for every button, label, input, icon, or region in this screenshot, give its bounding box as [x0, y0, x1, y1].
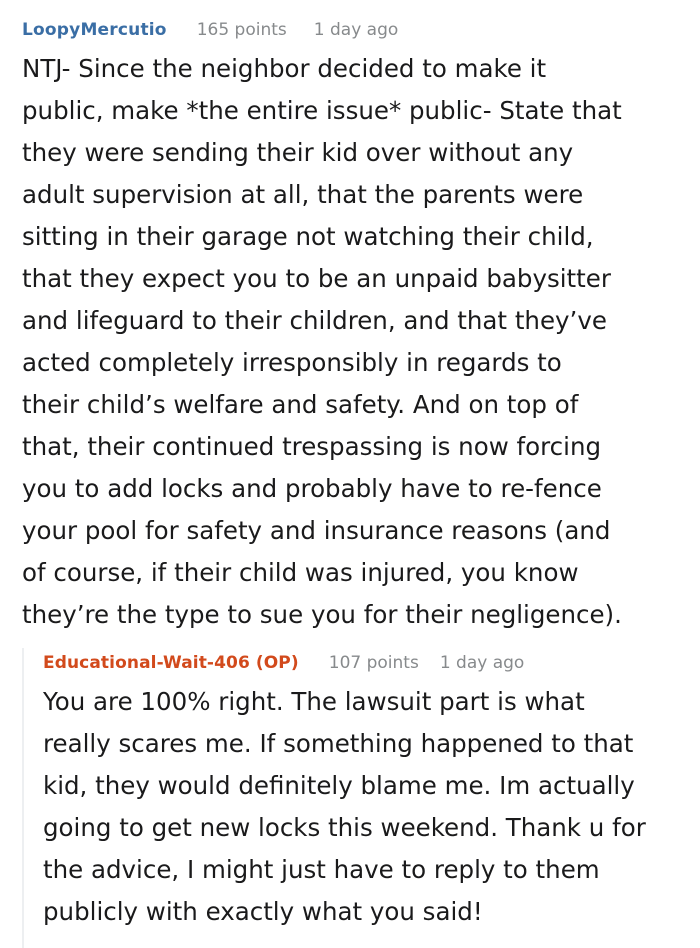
reply-body: You are 100% right. The lawsuit part is what really scares me. If something happened to that kid, they would definitely blame me. Im actually going to get new locks this weekend. Thank u for the advice, I might just have to reply to them publicly with exactly what you said! [43, 687, 646, 926]
reply-comment [0, 640, 700, 940]
thread-line[interactable] [22, 648, 24, 948]
comment-body: NTJ- Since the neighbor decided to make it public, make *the entire issue* public- State that they were sending their kid over without any adult supervision at all, that the parents were sitting in their garage not watching their child, that they expect you to be an unpaid babysitter and lifeguard to their children, and that they’ve acted completely irresponsibly in regards to their child’s welfare and safety. And on top of that, their continued trespassing is now forcing you to add locks and probably have to re-fence your pool for safety and insurance reasons (and of course, if their child was injured, you know they’re the type to sue you for their negligence). [22, 54, 622, 629]
reply-author-link[interactable]: Educational-Wait-406 (OP) [43, 653, 299, 673]
comment-meta [22, 18, 398, 42]
reply-timestamp[interactable]: 1 day ago [439, 653, 525, 673]
comment-points: 165 points [196, 20, 287, 40]
reply-meta [43, 651, 524, 675]
comment-author-link[interactable]: LoopyMercutio [22, 20, 167, 40]
reply-points: 107 points [328, 653, 419, 673]
comment-timestamp[interactable]: 1 day ago [313, 20, 399, 40]
